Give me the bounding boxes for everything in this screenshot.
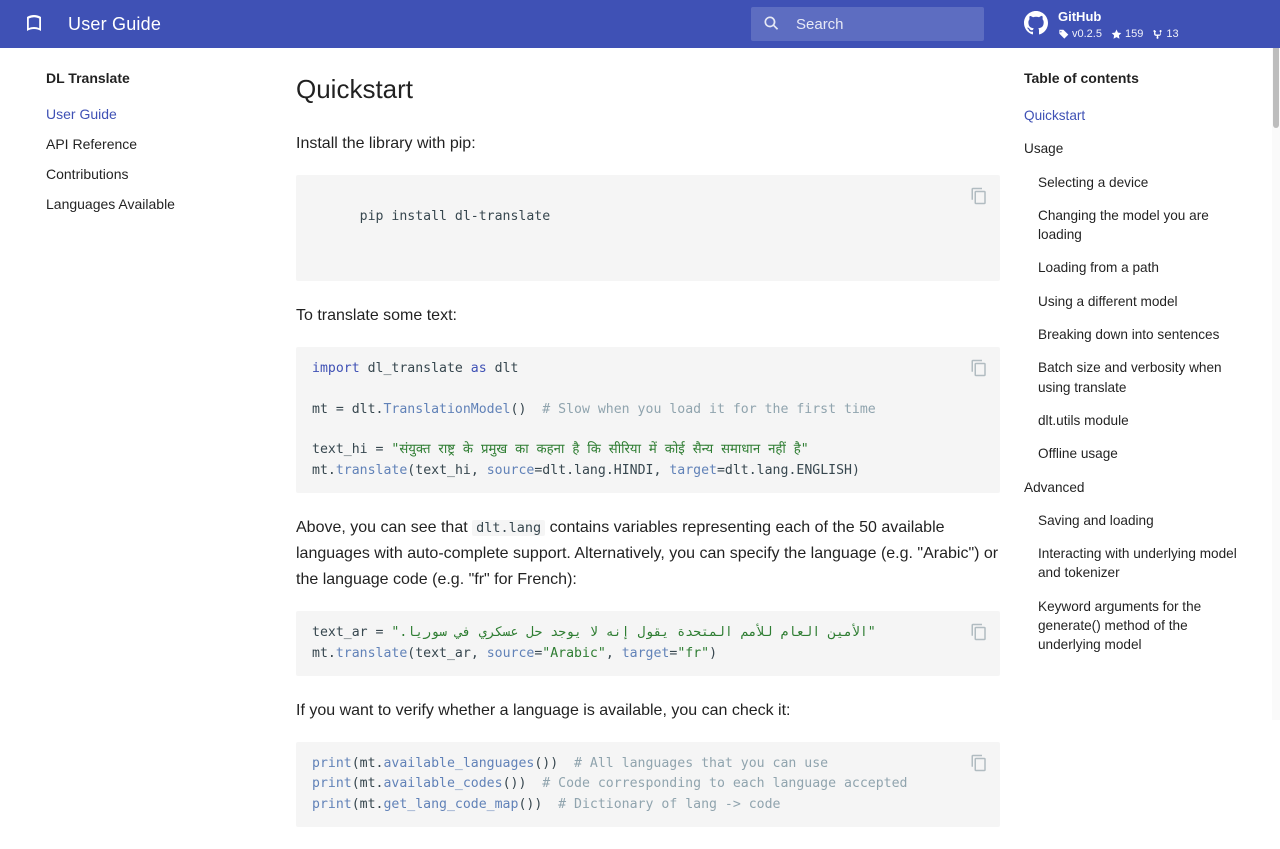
search-box[interactable] xyxy=(751,7,984,41)
code-token-close-paren: ) xyxy=(709,645,718,661)
toc-item-offline-usage[interactable]: Offline usage xyxy=(1038,446,1118,462)
code-token-module: dl_translate xyxy=(359,360,471,376)
sidebar-item-contributions[interactable]: Contributions xyxy=(46,166,129,182)
code-token-get-lang-code-map: get_lang_code_map xyxy=(383,796,519,812)
code-string-arabic: "الأمين العام للأمم المتحدة يقول إنه لا يوجد حل عسكري في سوريا." xyxy=(391,625,876,641)
code-token-print-3: print xyxy=(312,796,352,812)
toc-item-saving-and-loading[interactable]: Saving and loading xyxy=(1038,512,1154,528)
code-token-import: import xyxy=(312,360,360,376)
repo-version xyxy=(1058,28,1102,41)
app-header xyxy=(0,0,1280,48)
code-token-print-2: print xyxy=(312,776,352,792)
repo-version-label: v0.2.5 xyxy=(1072,27,1102,40)
toc-title: Table of contents xyxy=(1024,70,1139,86)
toc-item-breaking-down-into-sentences[interactable]: Breaking down into sentences xyxy=(1038,327,1220,343)
code-string-arabic-lang: "Arabic" xyxy=(542,645,606,661)
repo-stars-label: 159 xyxy=(1124,27,1144,40)
inline-code-dlt-lang: dlt.lang xyxy=(472,520,545,536)
tag-icon xyxy=(1058,29,1069,40)
toc-item-batch-size-and-verbosity[interactable]: Batch size and verbosity when using translate xyxy=(1038,360,1222,395)
toc-item-usage[interactable]: Usage xyxy=(1024,141,1064,157)
code-token-available-languages: available_languages xyxy=(383,755,535,771)
toc-item-quickstart[interactable]: Quickstart xyxy=(1024,108,1086,123)
code-comment-slow: # Slow when you load it for the first time xyxy=(526,401,876,417)
code-token-target-value: =dlt.lang.ENGLISH xyxy=(716,462,852,478)
content-title: Quickstart xyxy=(296,74,414,104)
code-comment-codes: # Code corresponding to each language accepted xyxy=(526,776,908,792)
page-body xyxy=(0,48,1280,849)
copy-icon[interactable] xyxy=(970,754,988,772)
toc-item-keyword-arguments[interactable]: Keyword arguments for the generate() method of the underlying model xyxy=(1038,598,1202,653)
toc-item-selecting-a-device[interactable]: Selecting a device xyxy=(1038,174,1149,190)
code-token-arg-text: text_hi, xyxy=(415,462,487,478)
page-title: User Guide xyxy=(68,13,162,34)
repo-forks xyxy=(1152,28,1178,41)
code-string-fr: "fr" xyxy=(677,645,710,661)
site-logo[interactable] xyxy=(0,12,68,36)
code-line: pip install dl-translate xyxy=(359,209,551,225)
sidebar-item-api-reference[interactable]: API Reference xyxy=(46,136,138,152)
book-logo-icon xyxy=(22,12,46,36)
sidebar-item-languages-available[interactable]: Languages Available xyxy=(46,196,175,212)
code-token-available-codes: available_codes xyxy=(383,776,503,792)
code-block-install xyxy=(296,175,1000,281)
search-icon xyxy=(762,14,782,34)
toc-item-loading-from-a-path[interactable]: Loading from a path xyxy=(1038,260,1159,276)
code-token-translate-2: translate xyxy=(335,645,408,661)
code-line-available-languages: (mt.available_languages()) xyxy=(351,755,559,771)
code-token-target-2: target xyxy=(621,645,670,661)
paragraph-translate: To translate some text: xyxy=(296,306,457,324)
left-sidebar xyxy=(0,48,250,219)
code-line-model: mt = dlt.TranslationModel() xyxy=(312,401,527,417)
paragraph-verify: If you want to verify whether a language is available, you can check it: xyxy=(296,701,791,719)
paragraph-lang-explain xyxy=(296,515,1000,593)
code-block-available xyxy=(296,742,1000,827)
toc-item-dlt-utils-module[interactable]: dlt.utils module xyxy=(1038,412,1129,428)
page-scrollbar[interactable] xyxy=(1272,0,1280,720)
copy-icon[interactable] xyxy=(970,359,988,377)
toc-item-advanced[interactable]: Advanced xyxy=(1024,479,1085,495)
code-line-available-codes: (mt.available_codes()) xyxy=(351,776,527,792)
code-token-translationmodel: TranslationModel xyxy=(383,401,511,417)
code-token-alias: dlt xyxy=(486,360,519,376)
code-comment-all-languages: # All languages that you can use xyxy=(558,755,829,771)
code-token-args-open: (text_ar, xyxy=(407,645,487,661)
toc-item-interacting-with-underlying-model[interactable]: Interacting with underlying model and tokenizer xyxy=(1038,546,1237,581)
code-token-text-ar: text_ar = xyxy=(312,625,392,641)
toc-item-using-a-different-model[interactable]: Using a different model xyxy=(1038,293,1178,309)
github-icon xyxy=(1024,11,1048,35)
toc-item-changing-the-model[interactable]: Changing the model you are loading xyxy=(1038,207,1209,243)
code-token-source-value: =dlt.lang.HINDI, xyxy=(534,462,670,478)
code-line-lang-code-map: (mt.get_lang_code_map()) xyxy=(351,796,543,812)
code-block-arabic xyxy=(296,611,1000,676)
code-string-hindi: "संयुक्त राष्ट्र के प्रमुख का कहना है कि सीरिया में कोई सैन्य समाधान नहीं है" xyxy=(391,442,809,458)
paragraph-lang-part-a: Above, you can see that xyxy=(296,519,473,537)
code-token-text-hi: text_hi = xyxy=(312,442,392,458)
code-token-source: source xyxy=(486,462,535,478)
paragraph-lang-part-b: contains variables representing each of the 50 available languages with auto-complete support. Alternatively, you can specify the language (e.g. "Arabic") or the language code (e.g. "fr" for French): xyxy=(296,519,999,589)
code-token-mt-prefix: mt. xyxy=(312,645,336,661)
code-line-translate-call: mt.translate(text_hi, source=dlt.lang.HINDI, target=dlt.lang.ENGLISH) xyxy=(312,462,860,478)
paragraph-install: Install the library with pip: xyxy=(296,135,476,152)
sidebar-title: DL Translate xyxy=(46,70,130,86)
fork-icon xyxy=(1152,29,1163,40)
scrollbar-thumb[interactable] xyxy=(1273,40,1279,128)
main-content xyxy=(280,48,1000,849)
repo-stars xyxy=(1111,28,1143,41)
code-token-eq-1: = xyxy=(534,645,543,661)
code-token-eq-2: = xyxy=(669,645,678,661)
code-token-target: target xyxy=(669,462,717,478)
code-comment-dict: # Dictionary of lang -> code xyxy=(542,796,781,812)
code-token-sep: , xyxy=(605,645,622,661)
repo-link[interactable] xyxy=(1024,6,1179,41)
repo-name: GitHub xyxy=(1058,9,1102,24)
code-token-as: as xyxy=(470,360,487,376)
code-token-translate: translate xyxy=(335,462,408,478)
copy-icon[interactable] xyxy=(970,187,988,205)
code-token-source-2: source xyxy=(486,645,535,661)
search-input[interactable] xyxy=(794,15,964,34)
copy-icon[interactable] xyxy=(970,623,988,641)
code-block-translate xyxy=(296,347,1000,494)
code-token-print-1: print xyxy=(312,755,352,771)
star-icon xyxy=(1111,29,1122,40)
repo-forks-label: 13 xyxy=(1166,27,1179,40)
table-of-contents xyxy=(1008,48,1268,662)
sidebar-item-user-guide[interactable]: User Guide xyxy=(46,106,117,122)
